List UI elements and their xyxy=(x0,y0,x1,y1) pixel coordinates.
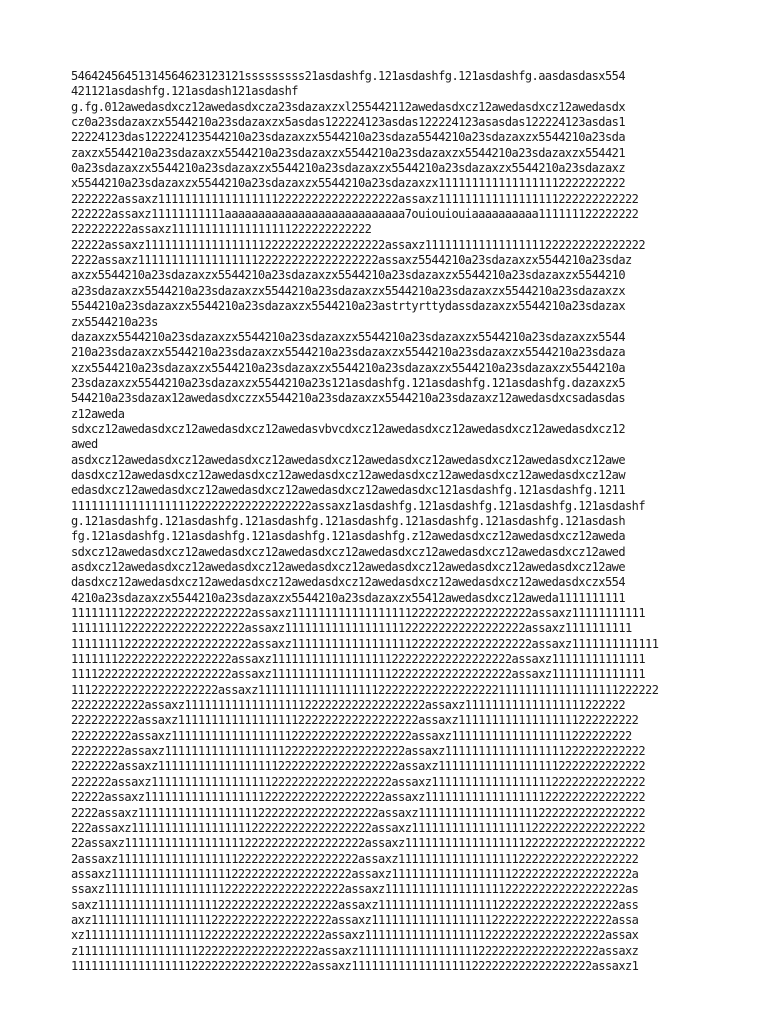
text-line: axzx5544210a23sdazaxzx5544210a23sdazaxzx5544210a23sdazaxzx5544210a23sdazaxzx5544210 xyxy=(71,268,625,283)
text-line: sdxcz12awedasdxcz12awedasdxcz12awedasdxcz12awedasdxcz12awedasdxcz12awedasdxcz12awed xyxy=(71,544,625,559)
text-line: 0a23sdazaxzx5544210a23sdazaxzx5544210a23sdazaxzx5544210a23sdazaxzx5544210a23sdazaxz xyxy=(71,161,625,176)
text-line: 22222222assaxz111111111111111111222222222222222222assaxz111111111111111111222222222222 xyxy=(71,744,646,759)
text-line: 22222222222assaxz111111111111111111222222222222222222assaxz111111111111111111222222 xyxy=(71,698,625,713)
text-line: 2222assaxz111111111111111111222222222222222222assaxz1111111111111111112222222222222222 xyxy=(71,805,646,820)
text-line: 222222assaxz11111111111aaaaaaaaaaaaaaaaaaaaaaaaaaa7ouiouiouiaaaaaaaaaa111111122222222 xyxy=(71,207,639,222)
text-line: 22222assaxz111111111111111111222222222222222222assaxz111111111111111111222222222222222 xyxy=(71,790,646,805)
text-line: 111111111111111111222222222222222222assaxz111111111111111111222222222222222222assaxz1 xyxy=(71,958,639,973)
text-line: 22222assaxz111111111111111111222222222222222222assaxz111111111111111111222222222222222 xyxy=(71,237,646,252)
text-line: fg.121asdashfg.121asdashfg.121asdashfg.121asdashfg.z12awedasdxcz12awedasdxcz12aweda xyxy=(71,529,625,544)
text-line: 222222assaxz111111111111111111222222222222222222assaxz11111111111111111122222222222222 xyxy=(71,774,646,789)
text-line: 111111112222222222222222222assaxz111111111111111111222222222222222222assaxz1111111111111 xyxy=(71,636,659,651)
text-line: 421121asdashfg.121asdash121asdashf xyxy=(71,84,298,99)
text-line: 4210a23sdazaxzx5544210a23sdazaxzx5544210a23sdazaxzx55412awedasdxcz12aweda1111111111 xyxy=(71,590,625,605)
text-line: z111111111111111111222222222222222222assaxz111111111111111111222222222222222222assaxz xyxy=(71,943,639,958)
text-line: 210a23sdazaxzx5544210a23sdazaxzx5544210a23sdazaxzx5544210a23sdazaxzx5544210a23sdaza xyxy=(71,345,625,360)
text-line: 111111112222222222222222222assaxz111111111111111111222222222222222222assaxz11111111111 xyxy=(71,606,646,621)
text-line: awed xyxy=(71,437,98,452)
text-line: 23sdazaxzx5544210a23sdazaxzx5544210a23s121asdashfg.121asdashfg.121asdashfg.dazaxzx5 xyxy=(71,375,625,390)
text-line: axz111111111111111111222222222222222222assaxz111111111111111111222222222222222222assa xyxy=(71,912,639,927)
text-line: 22224123das122224123544210a23sdazaxzx5544210a23sdaza5544210a23sdazaxzx5544210a23sda xyxy=(71,130,625,145)
text-line: asdxcz12awedasdxcz12awedasdxcz12awedasdxcz12awedasdxcz12awedasdxcz12awedasdxcz12awe xyxy=(71,560,625,574)
text-line: 2222222222assaxz111111111111111111222222222222222222assaxz111111111111111111222222222 xyxy=(71,713,639,728)
text-line: dazaxzx5544210a23sdazaxzx5544210a23sdazaxzx5544210a23sdazaxzx5544210a23sdazaxzx5544 xyxy=(71,329,625,344)
text-line: xz111111111111111111222222222222222222assaxz111111111111111111222222222222222222assax xyxy=(71,928,639,943)
text-line: assaxz111111111111111111222222222222222222assaxz111111111111111111222222222222222222a xyxy=(71,866,639,881)
text-line: xzx5544210a23sdazaxzx5544210a23sdazaxzx5544210a23sdazaxzx5544210a23sdazaxzx5544210a xyxy=(71,360,625,375)
text-line: 111111122222222222222222assaxz111111111111111111222222222222222222assaxz11111111111111 xyxy=(71,652,646,667)
text-line: sdxcz12awedasdxcz12awedasdxcz12awedasvbvcdxcz12awedasdxcz12awedasdxcz12awedasdxcz12 xyxy=(71,421,625,436)
text-line: 222222222assaxz111111111111111111222222222222222222assaxz111111111111111111222222222 xyxy=(71,728,632,743)
text-line: g.fg.012awedasdxcz12awedasdxcza23sdazaxzxl255442112awedasdxcz12awedasdxcz12awedasdx xyxy=(71,99,625,114)
text-line: 54642456451314564623123121sssssssss21asdashfg.121asdashfg.121asdashfg.aasdasdasx554 xyxy=(71,69,625,83)
text-line: cz0a23sdazaxzx5544210a23sdazaxzx5asdas122224123asdas122224123asasdas122224123asdas1 xyxy=(71,115,625,130)
text-line: dasdxcz12awedasdxcz12awedasdxcz12awedasdxcz12awedasdxcz12awedasdxcz12awedasdxczx554 xyxy=(71,575,625,590)
text-line: g.121asdashfg.121asdashfg.121asdashfg.121asdashfg.121asdashfg.121asdashfg.121asdash xyxy=(71,513,625,528)
text-line: 5544210a23sdazaxzx5544210a23sdazaxzx5544210a23astrtyrttydassdazaxzx5544210a23sdazax xyxy=(71,299,625,314)
text-line: 22assaxz111111111111111111222222222222222222assaxz111111111111111111222222222222222222 xyxy=(71,836,646,851)
text-line: 11111111222222222222222222assaxz111111111111111111222222222222222222assaxz1111111111 xyxy=(71,621,632,636)
text-line: 222assaxz111111111111111111222222222222222222assaxz11111111111111111122222222222222222 xyxy=(71,820,646,835)
text-line: 2222222assaxz111111111111111111222222222222222222assaxz1111111111111111112222222222222 xyxy=(71,759,646,774)
text-line: dasdxcz12awedasdxcz12awedasdxcz12awedasdxcz12awedasdxcz12awedasdxcz12awedasdxcz12aw xyxy=(71,467,625,482)
text-line: 222222222assaxz111111111111111111222222222222 xyxy=(71,222,372,237)
text-line: 2assaxz111111111111111111222222222222222222assaxz111111111111111111222222222222222222 xyxy=(71,851,639,866)
text-line: 2222assaxz111111111111111111222222222222222222assaxz5544210a23sdazaxzx5544210a23sdaz xyxy=(71,253,632,268)
text-line: z12aweda xyxy=(71,406,125,421)
text-line: 544210a23sdazax12awedasdxczzx5544210a23sdazaxzx5544210a23sdazaxz12awedasdxcsadasdas xyxy=(71,391,625,406)
text-line: asdxcz12awedasdxcz12awedasdxcz12awedasdxcz12awedasdxcz12awedasdxcz12awedasdxcz12awe xyxy=(71,452,625,467)
text-line: 2222222assaxz111111111111111111222222222222222222assaxz111111111111111111222222222222 xyxy=(71,191,639,206)
text-line: 1112222222222222222222assaxz111111111111111111222222222222222222111111111111111111222222 xyxy=(71,682,659,697)
text-line: x5544210a23sdazaxzx5544210a23sdazaxzx5544210a23sdazaxzx1111111111111111112222222222 xyxy=(71,176,625,191)
text-line: ssaxz111111111111111111222222222222222222assaxz111111111111111111222222222222222222as xyxy=(71,882,639,897)
text-line: a23sdazaxzx5544210a23sdazaxzx5544210a23sdazaxzx5544210a23sdazaxzx5544210a23sdazaxzx xyxy=(71,283,625,298)
text-line: zaxzx5544210a23sdazaxzx5544210a23sdazaxzx5544210a23sdazaxzx5544210a23sdazaxzx554421 xyxy=(71,145,625,160)
text-line: saxz111111111111111111222222222222222222assaxz111111111111111111222222222222222222ass xyxy=(71,897,639,912)
text-line: 111122222222222222222222assaxz111111111111111111222222222222222222assaxz11111111111111 xyxy=(71,667,646,682)
text-line: edasdxcz12awedasdxcz12awedasdxcz12awedasdxcz12awedasdxc121asdashfg.121asdashfg.1211 xyxy=(71,483,625,498)
text-line: zx5544210a23s xyxy=(71,314,158,329)
text-line: 111111111111111111222222222222222222assaxz1asdashfg.121asdashfg.121asdashfg.121asdashf xyxy=(71,498,646,513)
document-body-text xyxy=(71,69,701,974)
